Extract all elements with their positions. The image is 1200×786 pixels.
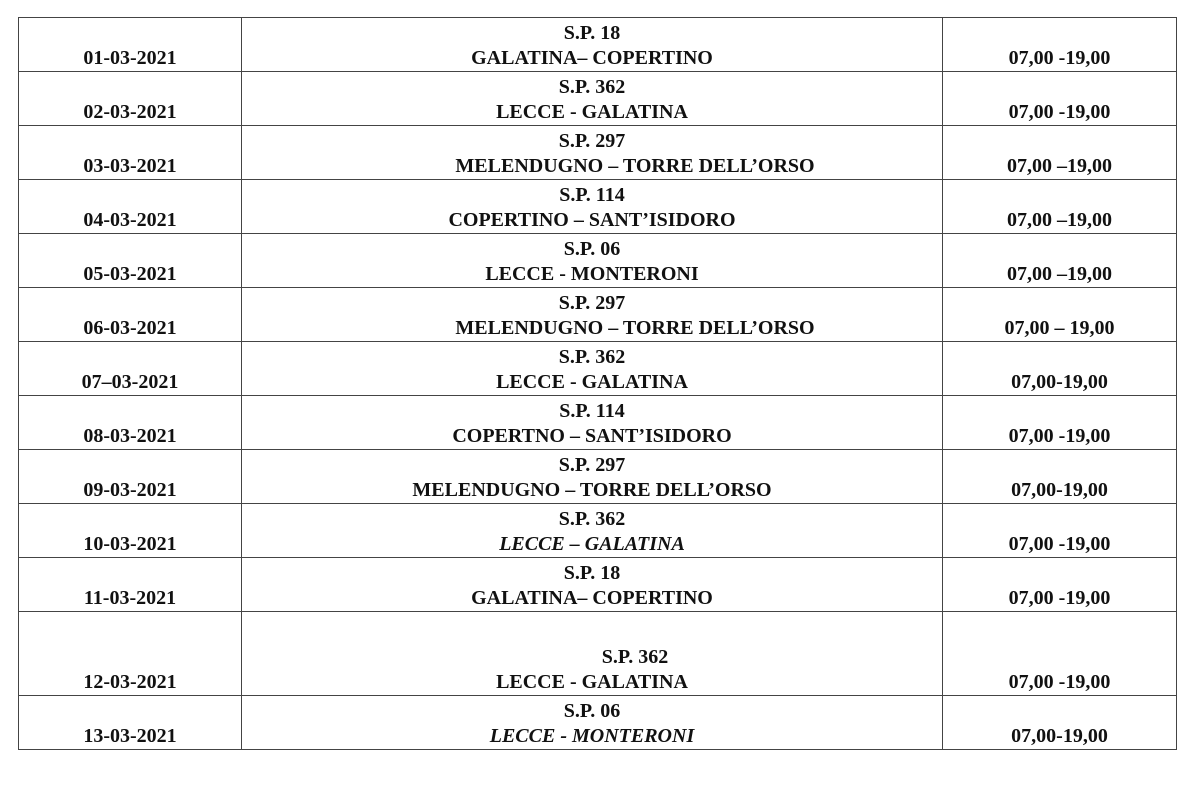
route-name: LECCE - GALATINA — [496, 371, 688, 393]
table-row — [19, 72, 1177, 126]
road-number: S.P. 18 — [563, 22, 621, 44]
table-row — [19, 180, 1177, 234]
date-cell: 08-03-2021 — [19, 396, 242, 450]
hours-cell: 07,00 -19,00 — [943, 18, 1177, 72]
road-number: S.P. 362 — [558, 508, 626, 530]
route-name: COPERTINO – SANT’ISIDORO — [448, 209, 736, 231]
route-name: LECCE - MONTERONI — [485, 263, 699, 285]
date-cell: 03-03-2021 — [19, 126, 242, 180]
table-row — [19, 342, 1177, 396]
table-row — [19, 126, 1177, 180]
hours-cell: 07,00-19,00 — [943, 342, 1177, 396]
hours-cell: 07,00 -19,00 — [943, 396, 1177, 450]
date-cell: 04-03-2021 — [19, 180, 242, 234]
route-name: COPERTNO – SANT’ISIDORO — [452, 425, 732, 447]
road-cell — [242, 396, 943, 450]
road-cell — [242, 612, 943, 696]
date-cell: 02-03-2021 — [19, 72, 242, 126]
road-number: S.P. 18 — [563, 562, 621, 584]
road-cell — [242, 126, 943, 180]
date-cell: 13-03-2021 — [19, 696, 242, 750]
route-name: LECCE - MONTERONI — [489, 725, 695, 747]
hours-cell: 07,00 -19,00 — [943, 558, 1177, 612]
table-row — [19, 558, 1177, 612]
route-name: MELENDUGNO – TORRE DELL’ORSO — [412, 479, 772, 501]
date-cell: 09-03-2021 — [19, 450, 242, 504]
date-cell: 01-03-2021 — [19, 18, 242, 72]
road-cell — [242, 234, 943, 288]
road-cell — [242, 504, 943, 558]
hours-cell: 07,00-19,00 — [943, 696, 1177, 750]
schedule-table — [18, 17, 1177, 750]
route-name: MELENDUGNO – TORRE DELL’ORSO — [455, 317, 815, 339]
hours-cell: 07,00 –19,00 — [943, 234, 1177, 288]
road-number: S.P. 297 — [558, 454, 626, 476]
road-cell — [242, 342, 943, 396]
hours-cell: 07,00 -19,00 — [943, 72, 1177, 126]
table-row — [19, 696, 1177, 750]
road-number: S.P. 297 — [558, 130, 626, 152]
hours-cell: 07,00 – 19,00 — [943, 288, 1177, 342]
hours-cell: 07,00 –19,00 — [943, 180, 1177, 234]
date-cell: 07–03-2021 — [19, 342, 242, 396]
road-cell — [242, 558, 943, 612]
date-cell: 06-03-2021 — [19, 288, 242, 342]
hours-cell: 07,00 –19,00 — [943, 126, 1177, 180]
road-cell — [242, 180, 943, 234]
route-name: GALATINA– COPERTINO — [471, 47, 713, 69]
date-cell: 05-03-2021 — [19, 234, 242, 288]
table-row — [19, 504, 1177, 558]
date-cell: 12-03-2021 — [19, 612, 242, 696]
table-row — [19, 396, 1177, 450]
road-number: S.P. 06 — [563, 238, 621, 260]
road-number: S.P. 362 — [558, 76, 626, 98]
table-row — [19, 234, 1177, 288]
route-name: LECCE - GALATINA — [496, 671, 688, 693]
road-cell — [242, 696, 943, 750]
hours-cell: 07,00 -19,00 — [943, 504, 1177, 558]
road-number: S.P. 06 — [563, 700, 621, 722]
road-number: S.P. 362 — [601, 646, 669, 668]
road-number: S.P. 114 — [559, 184, 625, 206]
road-number: S.P. 297 — [558, 292, 626, 314]
route-name: MELENDUGNO – TORRE DELL’ORSO — [455, 155, 815, 177]
road-cell — [242, 450, 943, 504]
date-cell: 11-03-2021 — [19, 558, 242, 612]
date-cell: 10-03-2021 — [19, 504, 242, 558]
road-cell — [242, 18, 943, 72]
route-name: LECCE – GALATINA — [499, 533, 685, 555]
road-number: S.P. 362 — [558, 346, 626, 368]
route-name: LECCE - GALATINA — [496, 101, 688, 123]
table-row — [19, 450, 1177, 504]
hours-cell: 07,00 -19,00 — [943, 612, 1177, 696]
route-name: GALATINA– COPERTINO — [471, 587, 713, 609]
table-row — [19, 612, 1177, 696]
table-row — [19, 288, 1177, 342]
road-cell — [242, 72, 943, 126]
road-number: S.P. 114 — [559, 400, 625, 422]
road-cell — [242, 288, 943, 342]
table-row — [19, 18, 1177, 72]
hours-cell: 07,00-19,00 — [943, 450, 1177, 504]
